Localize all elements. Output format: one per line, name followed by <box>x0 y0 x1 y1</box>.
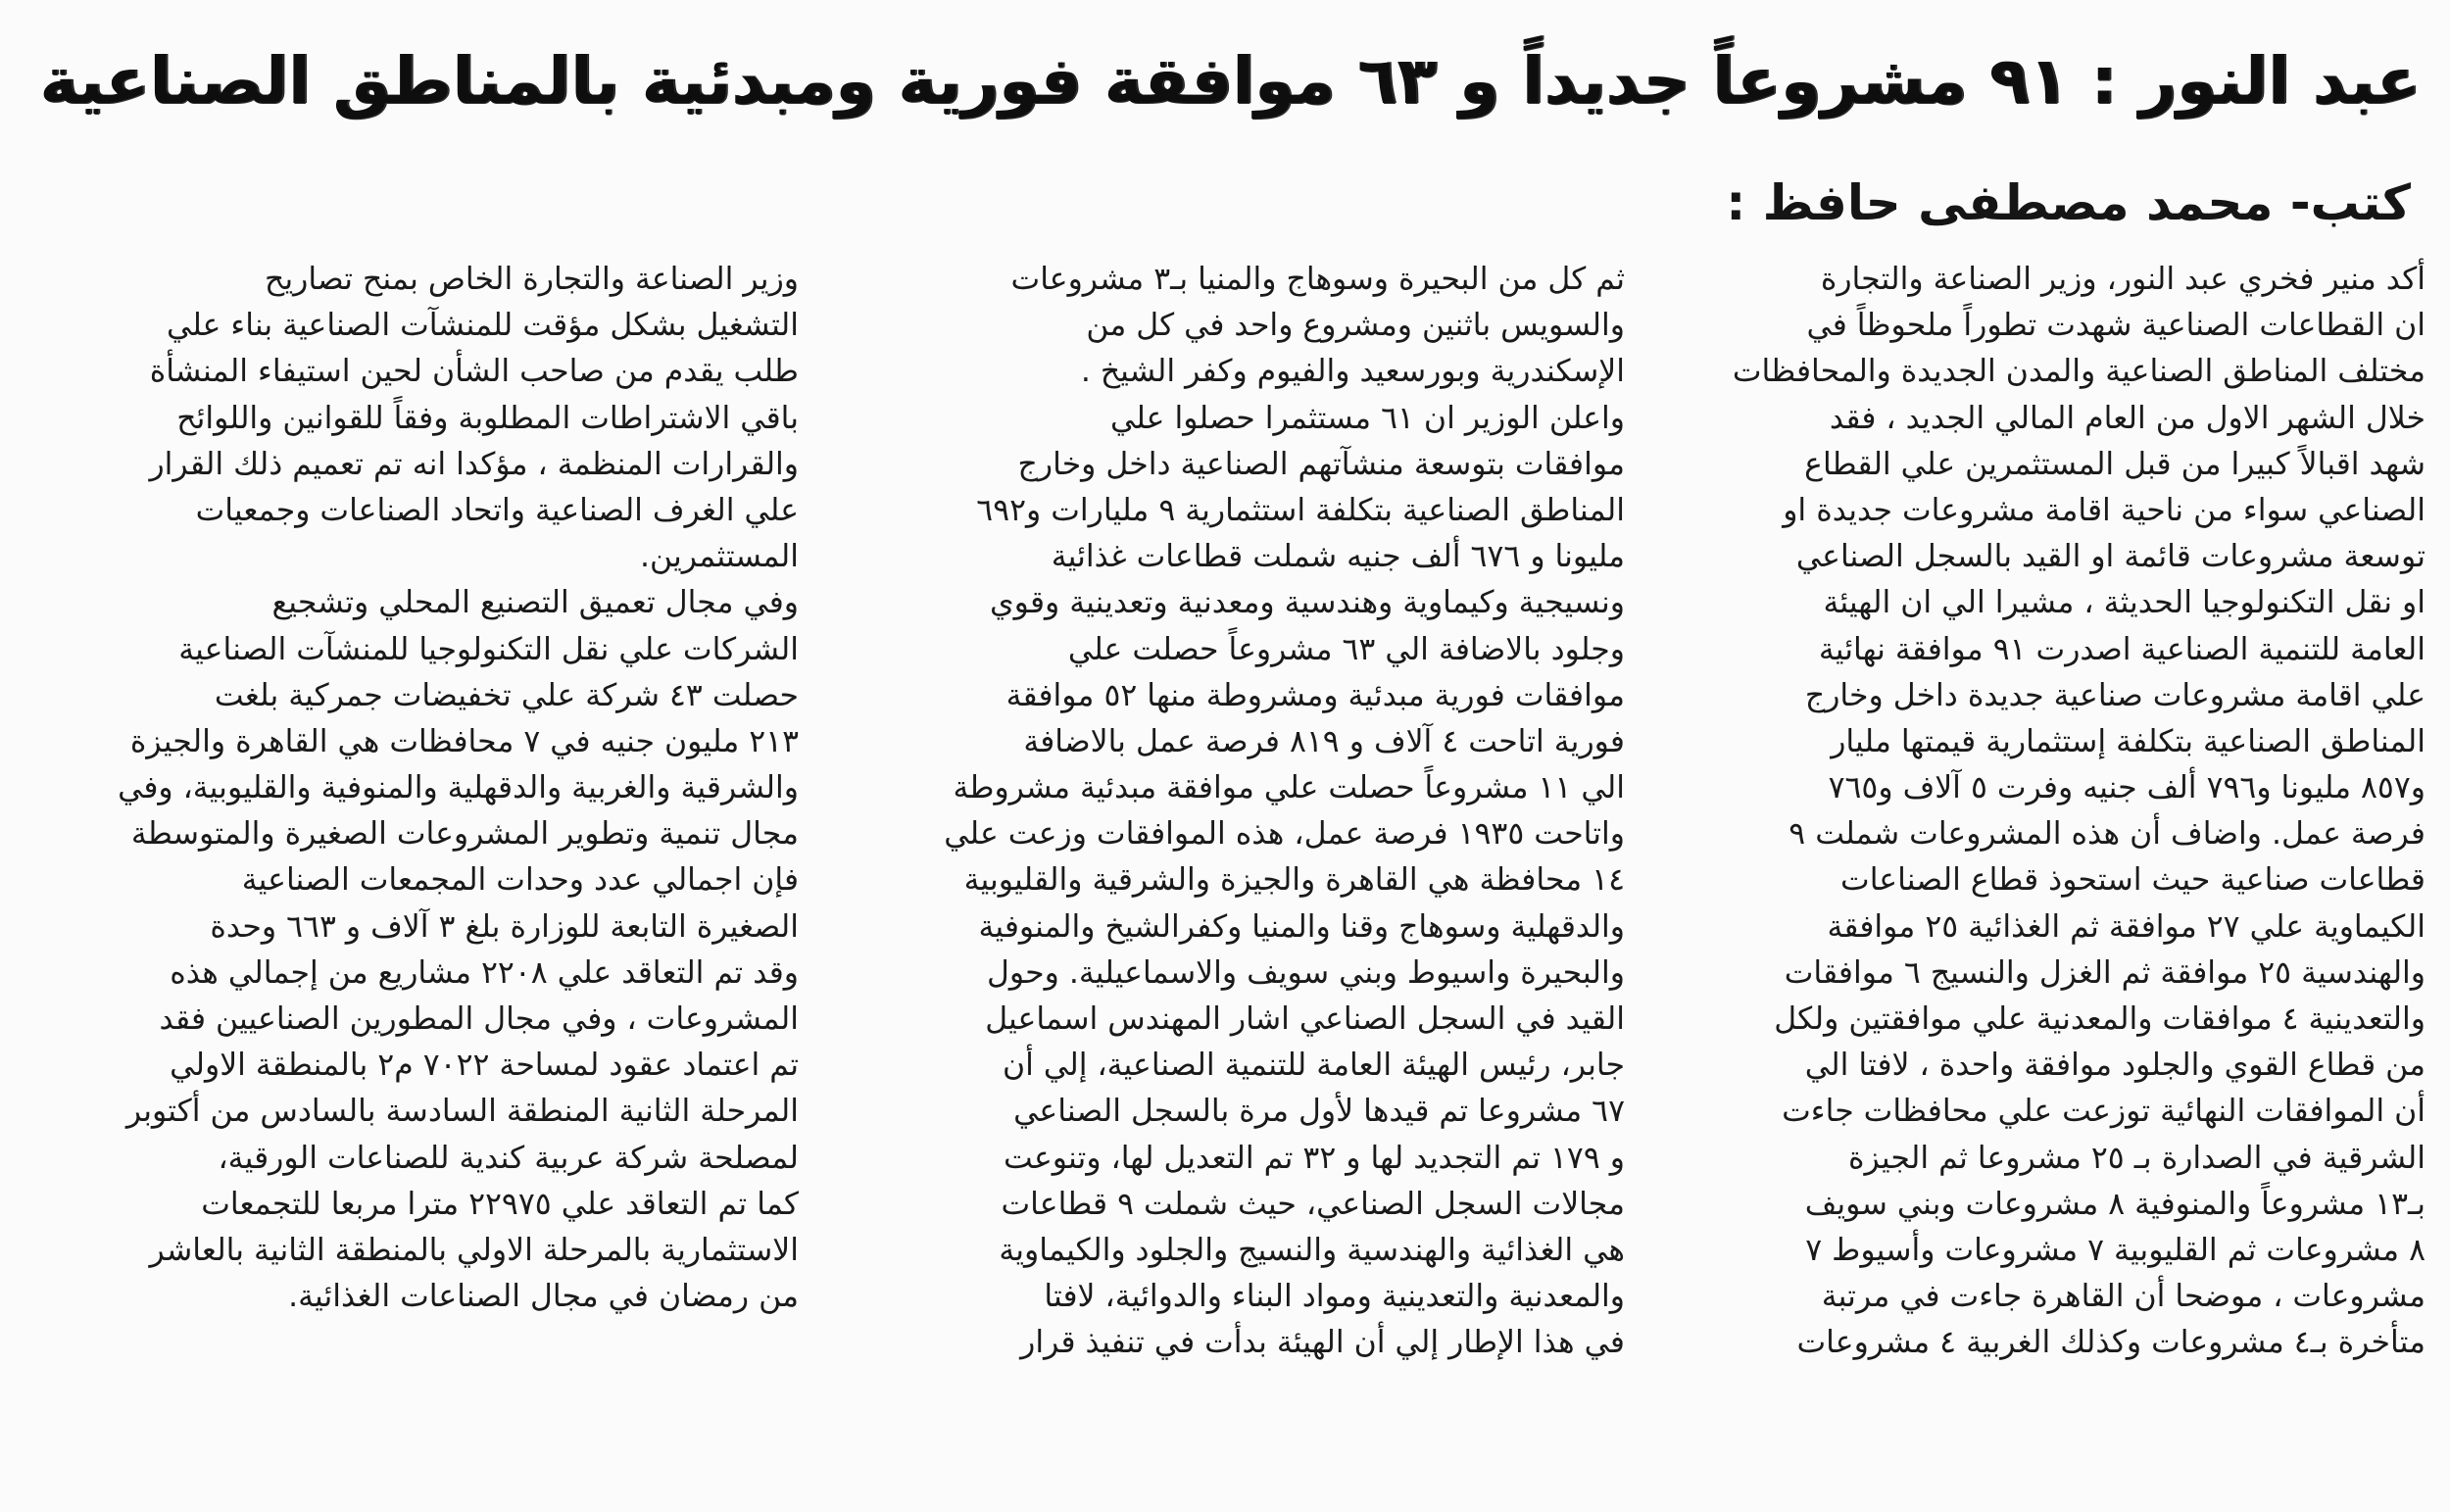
text-line: حصلت ٤٣ شركة علي تخفيضات جمركية بلغت <box>214 677 799 713</box>
text-line: الكيماوية علي ٢٧ موافقة ثم الغذائية ٢٥ موافقة <box>1827 908 2426 945</box>
text-line: خلال الشهر الاول من العام المالي الجديد ، فقد <box>1829 400 2426 436</box>
text-line: المستثمرين. <box>639 539 799 575</box>
text-line: بـ١٣ مشروعاً والمنوفية ٨ مشروعات وبني سويف <box>1804 1186 2426 1222</box>
text-line: قطاعات صناعية حيث استحوذ قطاع الصناعات <box>1840 862 2426 899</box>
text-line: واتاحت ١٩٣٥ فرصة عمل، هذه الموافقات وزعت علي <box>944 816 1625 853</box>
text-line: ٦٧ مشروعا تم قيدها لأول مرة بالسجل الصناعي <box>1013 1094 1625 1130</box>
text-line: وقد تم التعاقد علي ٢٢٠٨ مشاريع من إجمالي هذه <box>170 954 799 991</box>
text-line: والقرارات المنظمة ، مؤكدا انه تم تعميم ذلك القرار <box>149 446 799 482</box>
text-line: وفي مجال تعميق التصنيع المحلي وتشجيع <box>271 585 799 621</box>
text-line: فرصة عمل. واضاف أن هذه المشروعات شملت ٩ <box>1788 816 2426 853</box>
text-line: ان القطاعات الصناعية شهدت تطوراً ملحوظاً في <box>1806 308 2426 344</box>
text-line: ثم كل من البحيرة وسوهاج والمنيا بـ٣ مشروعات <box>1010 262 1625 297</box>
text-line: ونسيجية وكيماوية وهندسية ومعدنية وتعدينية وقوي <box>990 585 1625 621</box>
column-left <box>29 257 799 1506</box>
text-line: الإسكندرية وبورسعيد والفيوم وكفر الشيخ . <box>1080 354 1625 390</box>
text-line: الاستثمارية بالمرحلة الاولي بالمنطقة الثانية بالعاشر <box>149 1232 799 1268</box>
text-line: التشغيل بشكل مؤقت للمنشآت الصناعية بناء علي <box>166 308 799 344</box>
text-line: ١٤ محافظة هي القاهرة والجيزة والشرقية والقليوبية <box>963 862 1625 899</box>
text-line: والهندسية ٢٥ موافقة ثم الغزل والنسيج ٦ موافقات <box>1784 954 2426 991</box>
text-line: باقي الاشتراطات المطلوبة وفقاً للقوانين واللوائح <box>176 400 799 436</box>
text-line: مختلف المناطق الصناعية والمدن الجديدة والمحافظات <box>1732 354 2426 390</box>
text-line: جابر، رئيس الهيئة العامة للتنمية الصناعية، إلي أن <box>1002 1048 1625 1084</box>
text-line: و ١٧٩ تم التجديد لها و ٣٢ تم التعديل لها، وتنوعت <box>1004 1140 1625 1176</box>
text-line: كما تم التعاقد علي ٢٢٩٧٥ مترا مربعا للتجمعات <box>201 1186 799 1222</box>
text-line: المرحلة الثانية المنطقة السادسة بالسادس من أكتوبر <box>125 1094 799 1130</box>
text-line: وجلود بالاضافة الي ٦٣ مشروعاً حصلت علي <box>1067 631 1625 667</box>
text-line: مجال تنمية وتطوير المشروعات الصغيرة والمتوسطة <box>130 816 799 853</box>
text-line: الصناعي سواء من ناحية اقامة مشروعات جديدة او <box>1783 492 2426 528</box>
text-line: شهد اقبالاً كبيرا من قبل المستثمرين علي القطاع <box>1804 446 2426 482</box>
text-line: والتعدينية ٤ موافقات والمعدنية علي موافقتين ولكل <box>1774 1001 2426 1037</box>
text-line: ٢١٣ مليون جنيه في ٧ محافظات هي القاهرة والجيزة <box>129 723 799 759</box>
text-line: علي اقامة مشروعات صناعية جديدة داخل وخارج <box>1804 677 2426 713</box>
text-line: علي الغرف الصناعية واتحاد الصناعات وجمعيات <box>195 492 799 528</box>
text-line: مجالات السجل الصناعي، حيث شملت ٩ قطاعات <box>1001 1186 1625 1222</box>
text-line: و٨٥٧ مليونا و٧٩٦ ألف جنيه وفرت ٥ آلاف و٧٦٥ <box>1828 770 2426 806</box>
text-line: فورية اتاحت ٤ آلاف و ٨١٩ فرصة عمل بالاضافة <box>1023 723 1625 759</box>
text-line: توسعة مشروعات قائمة او القيد بالسجل الصناعي <box>1795 539 2426 575</box>
text-line: العامة للتنمية الصناعية اصدرت ٩١ موافقة نهائية <box>1818 631 2426 667</box>
text-line: لمصلحة شركة عربية كندية للصناعات الورقية، <box>218 1140 799 1176</box>
text-line: في هذا الإطار إلي أن الهيئة بدأت في تنفيذ قرار <box>1020 1325 1625 1361</box>
text-line: المناطق الصناعية بتكلفة استثمارية ٩ مليارات و٦٩٢ <box>976 492 1625 528</box>
text-line: الصغيرة التابعة للوزارة بلغ ٣ آلاف و ٦٦٣ وحدة <box>210 908 799 945</box>
text-line: والبحيرة واسيوط وبني سويف والاسماعيلية. وحول <box>986 954 1625 991</box>
text-line: موافقات بتوسعة منشآتهم الصناعية داخل وخارج <box>1017 446 1625 482</box>
text-line: والشرقية والغربية والدقهلية والمنوفية والقليوبية، وفي <box>118 770 799 806</box>
text-line: المشروعات ، وفي مجال المطورين الصناعيين فقد <box>159 1001 799 1037</box>
text-line: الي ١١ مشروعاً حصلت علي موافقة مبدئية مشروطة <box>953 770 1625 806</box>
text-line: هي الغذائية والهندسية والنسيج والجلود والكيماوية <box>999 1232 1625 1268</box>
text-line: مشروعات ، موضحا أن القاهرة جاءت في مرتبة <box>1821 1279 2426 1315</box>
text-line: او نقل التكنولوجيا الحديثة ، مشيرا الي ان الهيئة <box>1823 585 2426 621</box>
text-line: والسويس باثنين ومشروع واحد في كل من <box>1086 308 1625 344</box>
text-line: ٨ مشروعات ثم القليوبية ٧ مشروعات وأسيوط ٧ <box>1805 1232 2426 1268</box>
text-line: أن الموافقات النهائية توزعت علي محافظات جاءت <box>1782 1094 2426 1130</box>
text-line: الشركات علي نقل التكنولوجيا للمنشآت الصناعية <box>178 631 799 667</box>
column-middle <box>843 257 1625 1506</box>
byline: كتب- محمد مصطفى حافظ : <box>1726 174 2411 231</box>
text-line: أكد منير فخري عبد النور، وزير الصناعة والتجارة <box>1820 262 2426 297</box>
text-line: الشرقية في الصدارة بـ ٢٥ مشروعا ثم الجيزة <box>1848 1140 2426 1176</box>
text-line: المناطق الصناعية بتكلفة إستثمارية قيمتها مليار <box>1831 723 2426 759</box>
text-line: والدقهلية وسوهاج وقنا والمنيا وكفرالشيخ والمنوفية <box>978 908 1625 945</box>
headline: عبد النور : ٩١ مشروعاً جديداً و ٦٣ موافقة فورية ومبدئية بالمناطق الصناعية <box>39 43 2421 119</box>
column-right <box>1674 257 2426 1506</box>
text-line: القيد في السجل الصناعي اشار المهندس اسماعيل <box>985 1001 1625 1037</box>
text-line: متأخرة بـ٤ مشروعات وكذلك الغربية ٤ مشروعات <box>1796 1325 2426 1361</box>
text-line: من قطاع القوي والجلود موافقة واحدة ، لافتا الي <box>1804 1048 2426 1084</box>
text-line: والمعدنية والتعدينية ومواد البناء والدوائية، لافتا <box>1044 1279 1625 1315</box>
text-line: وزير الصناعة والتجارة الخاص بمنح تصاريح <box>265 262 799 297</box>
text-line: من رمضان في مجال الصناعات الغذائية. <box>288 1279 799 1315</box>
text-line: واعلن الوزير ان ٦١ مستثمرا حصلوا علي <box>1109 400 1625 436</box>
text-line: تم اعتماد عقود لمساحة ٧٠٢٢ م٢ بالمنطقة الاولي <box>170 1048 799 1084</box>
text-line: موافقات فورية مبدئية ومشروطة منها ٥٢ موافقة <box>1005 677 1625 713</box>
text-line: مليونا و ٦٧٦ ألف جنيه شملت قطاعات غذائية <box>1051 539 1625 575</box>
text-line: فإن اجمالي عدد وحدات المجمعات الصناعية <box>241 862 799 899</box>
text-line: طلب يقدم من صاحب الشأن لحين استيفاء المنشأة <box>149 354 799 390</box>
